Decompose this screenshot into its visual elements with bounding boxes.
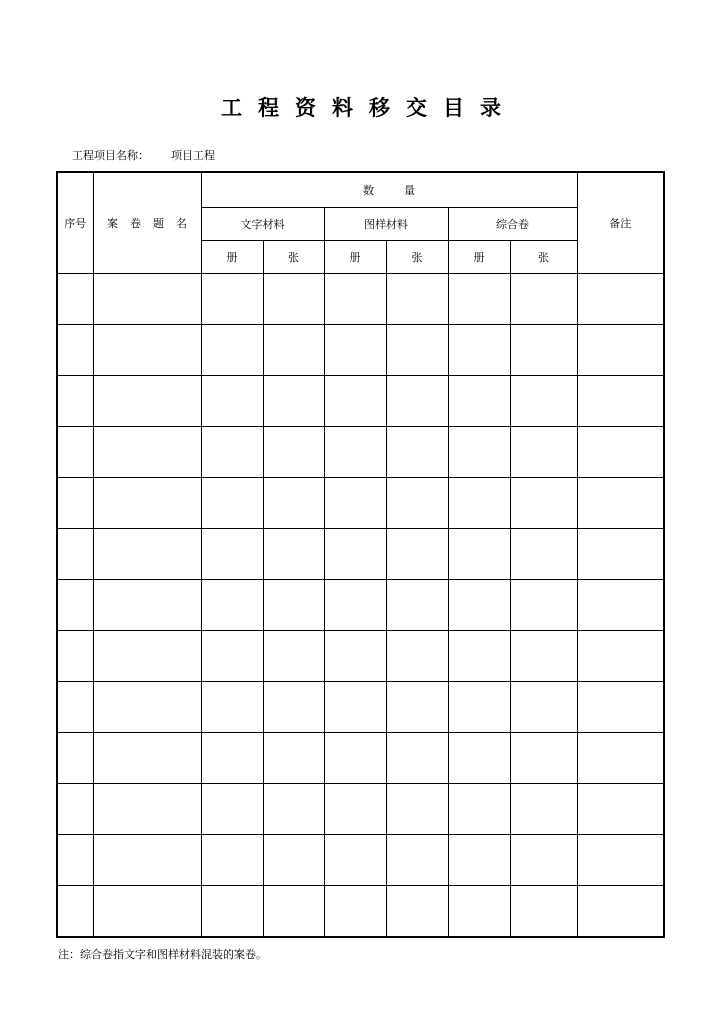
table-cell[interactable]	[57, 886, 93, 938]
table-cell[interactable]	[93, 733, 201, 784]
table-cell[interactable]	[57, 427, 93, 478]
table-cell[interactable]	[448, 631, 510, 682]
table-cell[interactable]	[263, 478, 324, 529]
table-cell[interactable]	[510, 733, 577, 784]
table-cell[interactable]	[201, 274, 263, 325]
table-cell[interactable]	[510, 427, 577, 478]
table-cell[interactable]	[386, 682, 448, 733]
table-row	[57, 682, 664, 733]
header-volumes: 册	[448, 241, 510, 274]
table-cell[interactable]	[510, 478, 577, 529]
table-row	[57, 427, 664, 478]
table-row	[57, 529, 664, 580]
table-cell[interactable]	[577, 427, 664, 478]
table-cell[interactable]	[57, 733, 93, 784]
table-cell[interactable]	[324, 733, 386, 784]
header-quantity: 数量	[201, 172, 577, 208]
table-cell[interactable]	[324, 274, 386, 325]
table-cell[interactable]	[324, 682, 386, 733]
header-sheets: 张	[263, 241, 324, 274]
table-cell[interactable]	[386, 325, 448, 376]
table-cell[interactable]	[57, 478, 93, 529]
table-cell[interactable]	[93, 529, 201, 580]
table-cell[interactable]	[263, 325, 324, 376]
table-cell[interactable]	[263, 631, 324, 682]
table-cell[interactable]	[577, 580, 664, 631]
table-row	[57, 325, 664, 376]
header-drawing-materials: 图样材料	[324, 208, 448, 241]
table-cell[interactable]	[577, 325, 664, 376]
table-cell[interactable]	[324, 784, 386, 835]
table-cell[interactable]	[201, 631, 263, 682]
table-cell[interactable]	[201, 682, 263, 733]
header-combined-volume: 综合卷	[448, 208, 577, 241]
header-sheets: 张	[510, 241, 577, 274]
table-cell[interactable]	[93, 325, 201, 376]
footnote: 注：综合卷指文字和图样材料混装的案卷。	[58, 948, 267, 961]
table-cell[interactable]	[510, 835, 577, 886]
table-cell[interactable]	[448, 733, 510, 784]
table-row	[57, 835, 664, 886]
table-row	[57, 733, 664, 784]
table-cell[interactable]	[386, 631, 448, 682]
header-index: 序号	[57, 172, 93, 274]
table-cell[interactable]	[324, 886, 386, 938]
table-cell[interactable]	[201, 733, 263, 784]
table-cell[interactable]	[263, 886, 324, 938]
table-cell[interactable]	[324, 376, 386, 427]
table-cell[interactable]	[386, 835, 448, 886]
table-row	[57, 886, 664, 938]
table-cell[interactable]	[386, 784, 448, 835]
table-cell[interactable]	[201, 580, 263, 631]
table-cell[interactable]	[577, 274, 664, 325]
table-cell[interactable]	[93, 427, 201, 478]
table-cell[interactable]	[448, 427, 510, 478]
table-cell[interactable]	[324, 529, 386, 580]
table-cell[interactable]	[93, 682, 201, 733]
table-cell[interactable]	[263, 274, 324, 325]
table-cell[interactable]	[577, 529, 664, 580]
table-cell[interactable]	[577, 376, 664, 427]
table-cell[interactable]	[57, 631, 93, 682]
table-cell[interactable]	[201, 886, 263, 938]
table-cell[interactable]	[386, 580, 448, 631]
table-cell[interactable]	[263, 733, 324, 784]
header-volumes: 册	[201, 241, 263, 274]
table-cell[interactable]	[386, 478, 448, 529]
table-cell[interactable]	[577, 784, 664, 835]
table-row	[57, 478, 664, 529]
table-cell[interactable]	[93, 784, 201, 835]
table-cell[interactable]	[57, 835, 93, 886]
table-cell[interactable]	[577, 835, 664, 886]
table-cell[interactable]	[263, 376, 324, 427]
table-row	[57, 784, 664, 835]
table-cell[interactable]	[263, 427, 324, 478]
table-cell[interactable]	[324, 631, 386, 682]
project-name-line	[72, 147, 215, 163]
table-cell[interactable]	[510, 784, 577, 835]
table-cell[interactable]	[386, 733, 448, 784]
table-cell[interactable]	[201, 376, 263, 427]
table-cell[interactable]	[93, 886, 201, 938]
table-row	[57, 376, 664, 427]
project-name-label: 工程项目名称：	[72, 149, 149, 162]
table-cell[interactable]	[324, 580, 386, 631]
table-cell[interactable]	[263, 784, 324, 835]
table-cell[interactable]	[324, 427, 386, 478]
header-volumes: 册	[324, 241, 386, 274]
table-cell[interactable]	[577, 886, 664, 938]
table-cell[interactable]	[324, 325, 386, 376]
table-cell[interactable]	[577, 733, 664, 784]
table-cell[interactable]	[448, 325, 510, 376]
table-cell[interactable]	[201, 529, 263, 580]
table-cell[interactable]	[448, 835, 510, 886]
table-cell[interactable]	[448, 376, 510, 427]
table-cell[interactable]	[510, 274, 577, 325]
table-cell[interactable]	[448, 529, 510, 580]
table-row	[57, 580, 664, 631]
table-cell[interactable]	[57, 784, 93, 835]
table-row	[57, 631, 664, 682]
table-cell[interactable]	[57, 376, 93, 427]
table-cell[interactable]	[201, 325, 263, 376]
transfer-catalog-table	[56, 171, 665, 938]
table-cell[interactable]	[448, 580, 510, 631]
table-cell[interactable]	[510, 886, 577, 938]
table-cell[interactable]	[57, 274, 93, 325]
table-cell[interactable]	[577, 631, 664, 682]
header-volume-title: 案卷题名	[93, 172, 201, 274]
table-cell[interactable]	[93, 274, 201, 325]
table-cell[interactable]	[201, 784, 263, 835]
table-cell[interactable]	[386, 427, 448, 478]
table-cell[interactable]	[448, 784, 510, 835]
table-cell[interactable]	[510, 580, 577, 631]
table-cell[interactable]	[93, 478, 201, 529]
table-cell[interactable]	[386, 529, 448, 580]
table-cell[interactable]	[201, 835, 263, 886]
table-cell[interactable]	[324, 478, 386, 529]
table-cell[interactable]	[263, 580, 324, 631]
table-cell[interactable]	[263, 682, 324, 733]
table-cell[interactable]	[510, 631, 577, 682]
table-cell[interactable]	[93, 835, 201, 886]
table-cell[interactable]	[324, 835, 386, 886]
table-cell[interactable]	[448, 274, 510, 325]
table-cell[interactable]	[577, 478, 664, 529]
header-sheets: 张	[386, 241, 448, 274]
table-cell[interactable]	[93, 376, 201, 427]
project-name-value: 项目工程	[171, 149, 215, 162]
table-row	[57, 274, 664, 325]
table-cell[interactable]	[510, 325, 577, 376]
table-cell[interactable]	[263, 529, 324, 580]
table-cell[interactable]	[201, 427, 263, 478]
table-cell[interactable]	[57, 325, 93, 376]
table-cell[interactable]	[57, 580, 93, 631]
header-remark: 备注	[577, 172, 664, 274]
table-cell[interactable]	[510, 682, 577, 733]
table-cell[interactable]	[386, 886, 448, 938]
table-cell[interactable]	[448, 886, 510, 938]
table-cell[interactable]	[57, 529, 93, 580]
table-cell[interactable]	[57, 682, 93, 733]
table-cell[interactable]	[386, 376, 448, 427]
document-title: 工程资料移交目录	[221, 96, 517, 120]
table-cell[interactable]	[386, 274, 448, 325]
table-cell[interactable]	[93, 580, 201, 631]
table-cell[interactable]	[201, 478, 263, 529]
table-cell[interactable]	[263, 835, 324, 886]
table-cell[interactable]	[577, 682, 664, 733]
table-cell[interactable]	[510, 529, 577, 580]
table-cell[interactable]	[510, 376, 577, 427]
table-cell[interactable]	[93, 631, 201, 682]
header-text-materials: 文字材料	[201, 208, 324, 241]
table-cell[interactable]	[448, 682, 510, 733]
table-cell[interactable]	[448, 478, 510, 529]
